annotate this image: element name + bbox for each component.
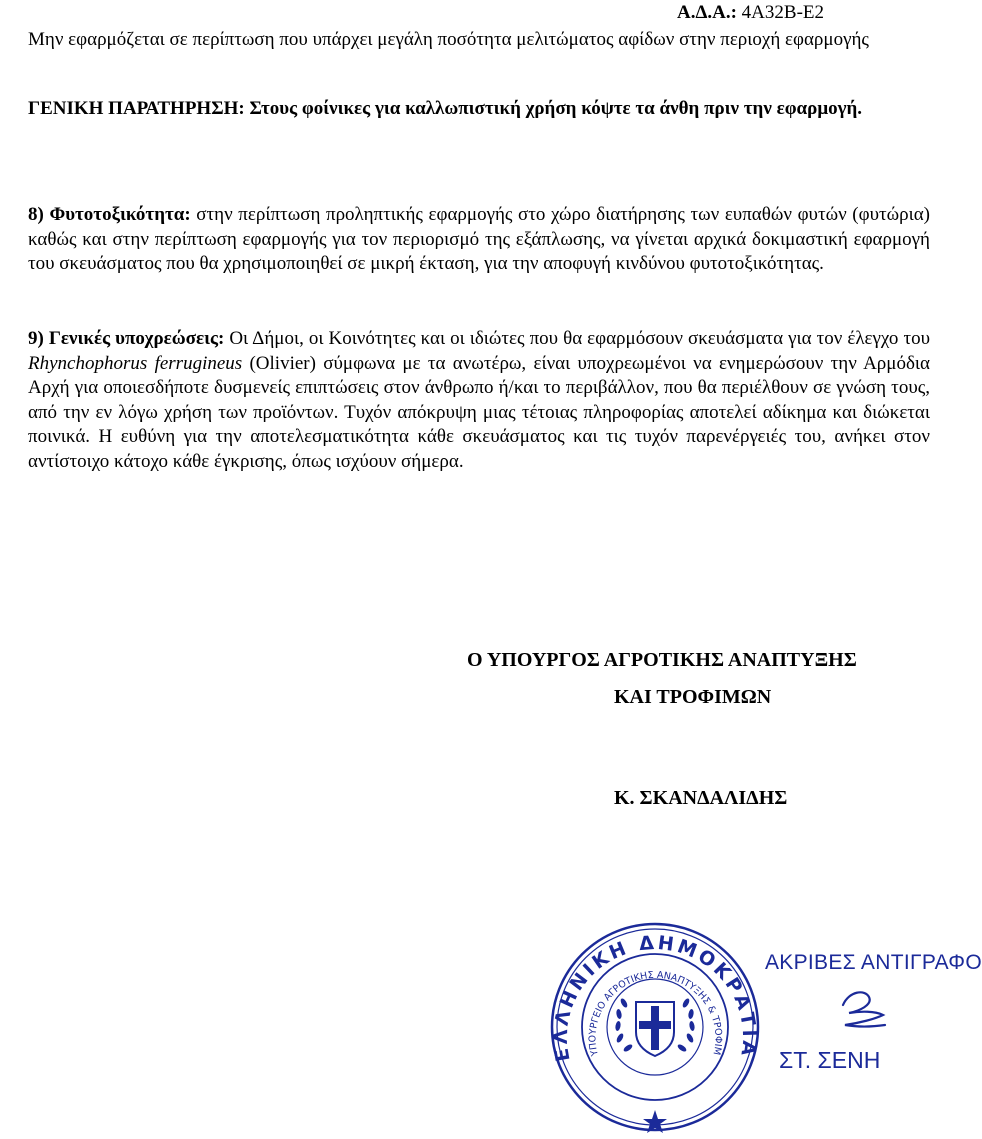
species-name: Rhynchophorus ferrugineus <box>28 352 243 374</box>
ada-reference <box>677 2 824 24</box>
section-8-body: στην περίπτωση προληπτικής εφαρμογής στο χώρο διατήρησης των ευπαθών φυτών (φυτώρια) καθώς και στην περίπτωση εφαρμογής για τον περιορισμό της εξάπλωσης, να γίνεται αρχικά δοκιμαστική εφαρμογή του σκευάσματος που θα χρησιμοποιηθεί σε μικρή έκταση, για την αποφυγή κινδύνου φυτοτοξικότητας. <box>28 204 930 275</box>
seal-outer-text: ΕΛΛΗΝΙΚΗ ΔΗΜΟΚΡΑΤΙΑ <box>549 931 761 1064</box>
section-9-heading: 9) Γενικές υποχρεώσεις: <box>28 328 225 349</box>
ada-label: Α.Δ.Α.: <box>676 2 737 23</box>
section-8-heading: 8) Φυτοτοξικότητα: <box>28 204 191 225</box>
minister-title-line-1: Ο ΥΠΟΥΡΓΟΣ ΑΓΡΟΤΙΚΗΣ ΑΝΑΠΤΥΞΗΣ <box>467 649 857 671</box>
ada-code: 4Α32Β-Ε2 <box>741 2 824 23</box>
certified-copy-stamp <box>765 935 982 1085</box>
minister-title-line-2: ΚΑΙ ΤΡΟΦΙΜΩΝ <box>614 686 772 708</box>
general-note-paragraph: ΓΕΝΙΚΗ ΠΑΡΑΤΗΡΗΣΗ: Στους φοίνικες για καλλωπιστική χρήση κόψτε τα άνθη πριν την εφαρμογή. <box>28 98 863 119</box>
ministry-seal-graphic <box>548 920 762 1134</box>
section-8-paragraph <box>28 203 930 277</box>
seal-inner-text: ΥΠΟΥΡΓΕΙΟ ΑΓΡΟΤΙΚΗΣ ΑΝΑΠΤΥΞΗΣ & ΤΡΟΦΙΜ <box>587 969 724 1058</box>
section-9-body-part-2: (Olivier) σύμφωνα με τα ανωτέρω, είναι υποχρεωμένοι να ενημερώσουν την Αρμόδια Αρχή για οποιεσδήποτε δυσμενείς επιπτώσεις στον άνθρωπο ή/και το περιβάλλον, που θα περιέλθουν σε γνώση τους, από την εν λόγω χρήση των προϊόντων. Τυχόν απόκρυψη μιας τέτοιας πληροφορίας αποτελεί αδίκημα και διώκεται ποινικά. Η ευθύνη για την αποτελεσματικότητα κάθε σκευάσματος και τις τυχόν παρενέργειές του, ανήκει στον αντίστοιχο κάτοχο κάθε έγκρισης, όπως ισχύουν σήμερα. <box>28 352 930 472</box>
handwritten-signature <box>835 985 895 1033</box>
minister-name: Κ. ΣΚΑΝΔΑΛΙΔΗΣ <box>614 787 788 809</box>
certified-by-name: ΣΤ. ΣΕΝΗ <box>779 1047 881 1073</box>
section-9-paragraph <box>28 327 930 475</box>
ministry-seal <box>548 920 762 1134</box>
intro-paragraph: Μην εφαρμόζεται σε περίπτωση που υπάρχει μεγάλη ποσότητα μελιτώματος αφίδων στην περιοχή εφαρμογής <box>28 29 869 50</box>
section-9-body-part-1: Οι Δήμοι, οι Κοινότητες και οι ιδιώτες που θα εφαρμόσουν σκευάσματα για τον έλεγχο του <box>224 328 930 349</box>
certified-copy-title: ΑΚΡΙΒΕΣ ΑΝΤΙΓΡΑΦΟ <box>765 951 982 974</box>
